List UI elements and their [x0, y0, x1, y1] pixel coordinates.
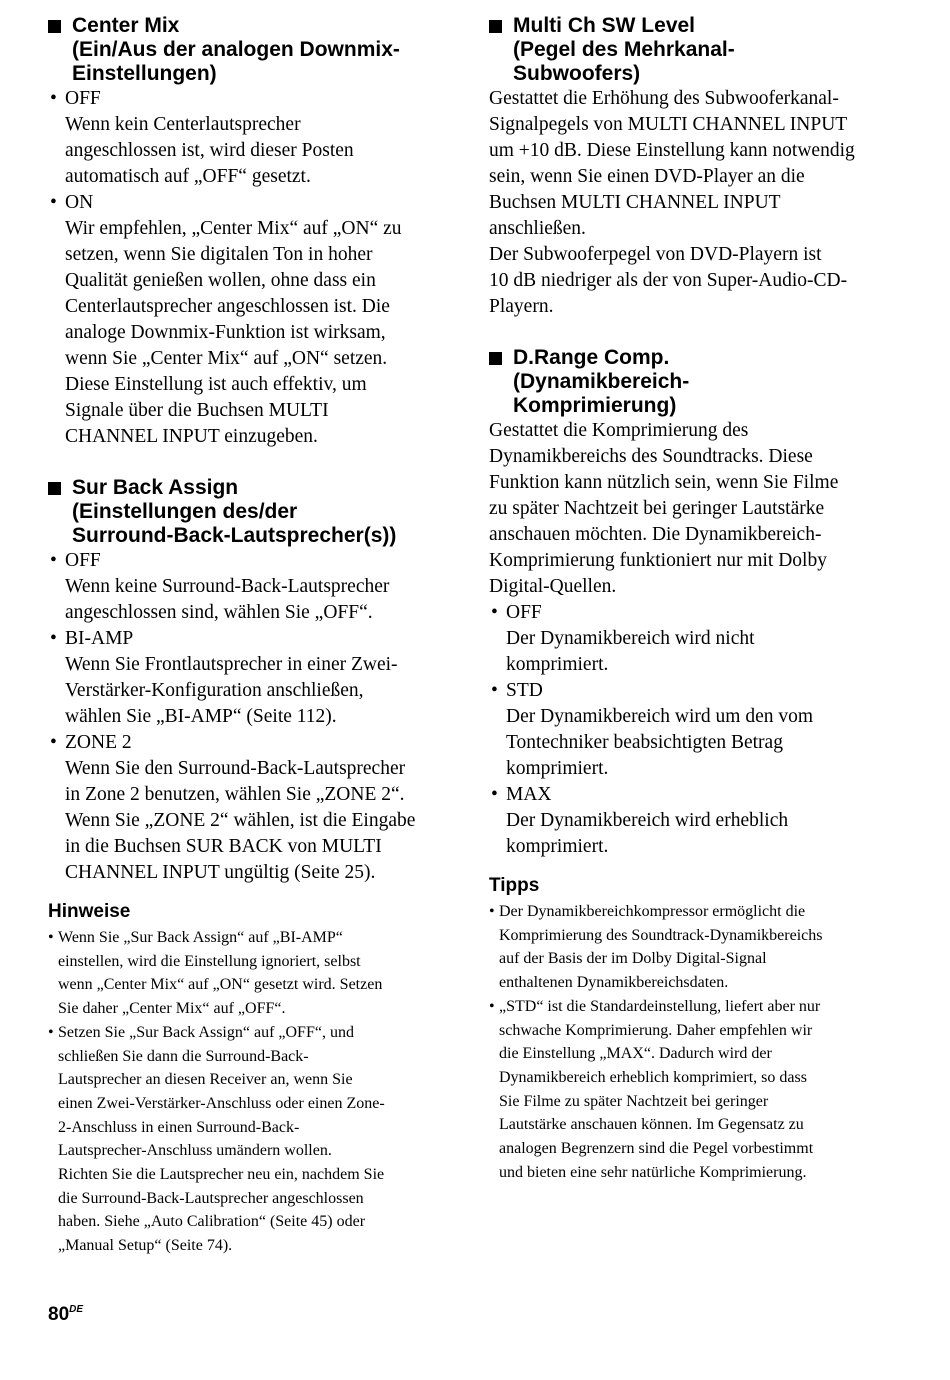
text-line: Komprimierung des Soundtrack-Dynamikbereichs	[499, 926, 823, 944]
text-line: „STD“ ist die Standardeinstellung, liefert aber nur	[499, 997, 821, 1015]
section-center-mix	[48, 14, 448, 450]
text-line: sein, wenn Sie einen DVD-Player an die	[489, 166, 805, 187]
notes-title: Hinweise	[48, 901, 131, 922]
text-line: Lautsprecher an diesen Receiver an, wenn Sie	[58, 1071, 353, 1089]
option-description	[48, 112, 448, 190]
text-line: Gestattet die Erhöhung des Subwooferkanal-	[489, 88, 839, 109]
heading-square-icon	[489, 352, 502, 365]
bullet-icon: •	[491, 680, 498, 701]
heading-square-icon	[48, 482, 61, 495]
option-label: ON	[65, 192, 94, 213]
text-line: Der Dynamikbereichkompressor ermöglicht die	[499, 903, 806, 920]
option-item	[48, 730, 448, 756]
text-line: Wenn Sie den Surround-Back-Lautsprecher	[65, 758, 406, 779]
text-line: Centerlautsprecher angeschlossen ist. Die	[65, 296, 390, 317]
tip-item	[489, 995, 899, 1185]
text-line: zu später Nachtzeit bei geringer Lautstärke	[489, 498, 825, 519]
option-label: OFF	[65, 550, 101, 571]
text-line: automatisch auf „OFF“ gesetzt.	[65, 166, 311, 187]
text-line: Setzen Sie „Sur Back Assign“ auf „OFF“, und	[58, 1023, 354, 1041]
text-line: Buchsen MULTI CHANNEL INPUT	[489, 192, 781, 213]
notes-section	[48, 900, 448, 1258]
paragraph	[489, 86, 899, 242]
section-title: D.Range Comp.	[513, 346, 670, 369]
section-subtitle: Komprimierung)	[513, 394, 677, 417]
text-line: Wenn kein Centerlautsprecher	[65, 114, 301, 135]
section-multi-ch-sw-level	[489, 14, 899, 320]
text-line: analoge Downmix-Funktion ist wirksam,	[65, 322, 386, 343]
text-line: Wir empfehlen, „Center Mix“ auf „ON“ zu	[65, 218, 402, 239]
text-line: Tontechniker beabsichtigten Betrag	[506, 732, 783, 753]
text-line: Der Dynamikbereich wird erheblich	[506, 810, 789, 831]
text-line: Der Dynamikbereich wird nicht	[506, 628, 755, 649]
section-heading	[489, 14, 899, 86]
text-line: anschließen.	[489, 218, 586, 239]
right-column	[489, 14, 899, 1184]
page-number	[48, 1304, 83, 1326]
option-label: OFF	[506, 602, 542, 623]
section-subtitle: (Dynamikbereich-	[513, 370, 690, 393]
text-line: Verstärker-Konfiguration anschließen,	[65, 680, 364, 701]
text-line: Wenn Sie „Sur Back Assign“ auf „BI-AMP“	[58, 929, 343, 946]
section-title: Multi Ch SW Level	[513, 14, 696, 37]
text-line: die Einstellung „MAX“. Dadurch wird der	[499, 1045, 772, 1063]
text-line: komprimiert.	[506, 654, 609, 675]
option-item	[48, 548, 448, 574]
heading-square-icon	[48, 20, 61, 33]
option-item	[48, 86, 448, 112]
option-description	[489, 626, 899, 678]
text-line: Dynamikbereichs des Soundtracks. Diese	[489, 446, 813, 467]
text-line: analogen Begrenzern sind die Pegel vorbestimmt	[499, 1140, 814, 1158]
section-subtitle: Surround-Back-Lautsprecher(s))	[72, 524, 397, 547]
option-label: BI-AMP	[65, 628, 134, 649]
section-heading	[489, 346, 899, 418]
text-line: CHANNEL INPUT einzugeben.	[65, 426, 318, 447]
text-line: Wenn Sie Frontlautsprecher in einer Zwei-	[65, 654, 398, 675]
option-description	[48, 652, 448, 730]
text-line: und bieten eine sehr natürliche Komprimierung.	[499, 1163, 807, 1181]
text-line: die Surround-Back-Lautsprecher angeschlossen	[58, 1189, 364, 1207]
text-line: Komprimierung funktioniert nur mit Dolby	[489, 550, 827, 571]
text-line: auf der Basis der im Dolby Digital-Signal	[499, 950, 767, 968]
tips-title: Tipps	[489, 875, 540, 896]
section-subtitle: Einstellungen)	[72, 62, 217, 85]
text-line: wählen Sie „BI-AMP“ (Seite 112).	[65, 706, 337, 727]
text-line: anschauen möchten. Die Dynamikbereich-	[489, 524, 822, 545]
section-sur-back-assign	[48, 476, 448, 886]
text-line: einstellen, wird die Einstellung ignoriert, selbst	[58, 952, 361, 970]
paragraph	[489, 242, 899, 320]
option-item	[489, 782, 899, 808]
bullet-icon: •	[491, 784, 498, 805]
text-line: in Zone 2 benutzen, wählen Sie „ZONE 2“.	[65, 784, 405, 805]
option-label: STD	[506, 680, 543, 701]
text-line: 10 dB niedriger als der von Super-Audio-CD-	[489, 270, 848, 291]
text-line: Signalpegels von MULTI CHANNEL INPUT	[489, 114, 848, 135]
section-subtitle: Subwoofers)	[513, 62, 641, 85]
text-line: CHANNEL INPUT ungültig (Seite 25).	[65, 862, 376, 883]
text-line: Funktion kann nützlich sein, wenn Sie Filme	[489, 472, 839, 493]
note-item	[48, 1021, 448, 1258]
text-line: komprimiert.	[506, 836, 609, 857]
option-description	[48, 216, 448, 450]
text-line: setzen, wenn Sie digitalen Ton in hoher	[65, 244, 373, 265]
text-line: Lautstärke anschauen können. Im Gegensatz zu	[499, 1116, 804, 1134]
text-line: Lautsprecher-Anschluss umändern wollen.	[58, 1142, 332, 1160]
section-subtitle: (Ein/Aus der analogen Downmix-	[72, 38, 400, 61]
text-line: wenn Sie „Center Mix“ auf „ON“ setzen.	[65, 348, 388, 369]
text-line: Signale über die Buchsen MULTI	[65, 400, 329, 421]
text-line: Playern.	[489, 296, 554, 317]
text-line: schwache Komprimierung. Daher empfehlen wir	[499, 1021, 813, 1039]
text-line: Richten Sie die Lautsprecher neu ein, nachdem Sie	[58, 1166, 385, 1184]
note-item	[48, 926, 448, 1021]
text-line: Sie daher „Center Mix“ auf „OFF“.	[58, 1000, 286, 1018]
text-line: Der Dynamikbereich wird um den vom	[506, 706, 814, 727]
section-title: Center Mix	[72, 14, 180, 37]
text-line: Qualität genießen wollen, ohne dass ein	[65, 270, 376, 291]
option-label: OFF	[65, 88, 101, 109]
bullet-icon: •	[50, 192, 57, 213]
text-line: Gestattet die Komprimierung des	[489, 420, 749, 441]
text-line: um +10 dB. Diese Einstellung kann notwendig	[489, 140, 855, 161]
option-description	[48, 756, 448, 886]
bullet-icon: •	[50, 628, 57, 649]
bullet-icon: •	[491, 602, 498, 623]
bullet-icon: •	[48, 1023, 54, 1041]
paragraph	[489, 418, 899, 600]
text-line: wenn „Center Mix“ auf „ON“ gesetzt wird. Setzen	[58, 976, 383, 994]
bullet-icon: •	[48, 929, 54, 946]
text-line: einen Zwei-Verstärker-Anschluss oder einen Zone-	[58, 1094, 385, 1112]
bullet-icon: •	[50, 732, 57, 753]
option-item	[489, 600, 899, 626]
option-item	[48, 190, 448, 216]
section-heading	[48, 14, 448, 86]
bullet-icon: •	[50, 550, 57, 571]
text-line: Diese Einstellung ist auch effektiv, um	[65, 374, 367, 395]
text-line: Digital-Quellen.	[489, 576, 617, 597]
bullet-icon: •	[50, 88, 57, 109]
text-line: „Manual Setup“ (Seite 74).	[58, 1237, 233, 1255]
bullet-icon: •	[489, 903, 495, 920]
tips-section	[489, 874, 899, 1184]
option-description	[489, 808, 899, 860]
text-line: Wenn keine Surround-Back-Lautsprecher	[65, 576, 390, 597]
option-description	[489, 704, 899, 782]
text-line: Wenn Sie „ZONE 2“ wählen, ist die Eingabe	[65, 810, 416, 831]
option-item	[48, 626, 448, 652]
text-line: Sie Filme zu später Nachtzeit bei geringer	[499, 1092, 769, 1110]
section-subtitle: (Pegel des Mehrkanal-	[513, 38, 735, 61]
text-line: angeschlossen sind, wählen Sie „OFF“.	[65, 602, 373, 623]
bullet-icon: •	[489, 997, 495, 1015]
heading-square-icon	[489, 20, 502, 33]
text-line: in die Buchsen SUR BACK von MULTI	[65, 836, 382, 857]
section-d-range-comp	[489, 346, 899, 860]
text-line: schließen Sie dann die Surround-Back-	[58, 1047, 309, 1065]
text-line: haben. Siehe „Auto Calibration“ (Seite 45) oder	[58, 1213, 366, 1231]
option-label: ZONE 2	[65, 732, 132, 753]
section-heading	[48, 476, 448, 548]
text-line: komprimiert.	[506, 758, 609, 779]
page-number-value: 80	[48, 1304, 70, 1325]
text-line: Dynamikbereich erheblich komprimiert, so dass	[499, 1068, 807, 1086]
text-line: enthaltenen Dynamikbereichsdaten.	[499, 974, 729, 992]
left-column	[48, 14, 448, 1258]
text-line: 2-Anschluss in einen Surround-Back-	[58, 1118, 300, 1136]
option-item	[489, 678, 899, 704]
page-number-suffix: DE	[69, 1304, 84, 1315]
section-title: Sur Back Assign	[72, 476, 239, 499]
option-label: MAX	[506, 784, 552, 805]
section-subtitle: (Einstellungen des/der	[72, 500, 298, 523]
text-line: Der Subwooferpegel von DVD-Playern ist	[489, 244, 822, 265]
option-description	[48, 574, 448, 626]
text-line: angeschlossen ist, wird dieser Posten	[65, 140, 354, 161]
tip-item	[489, 900, 899, 995]
